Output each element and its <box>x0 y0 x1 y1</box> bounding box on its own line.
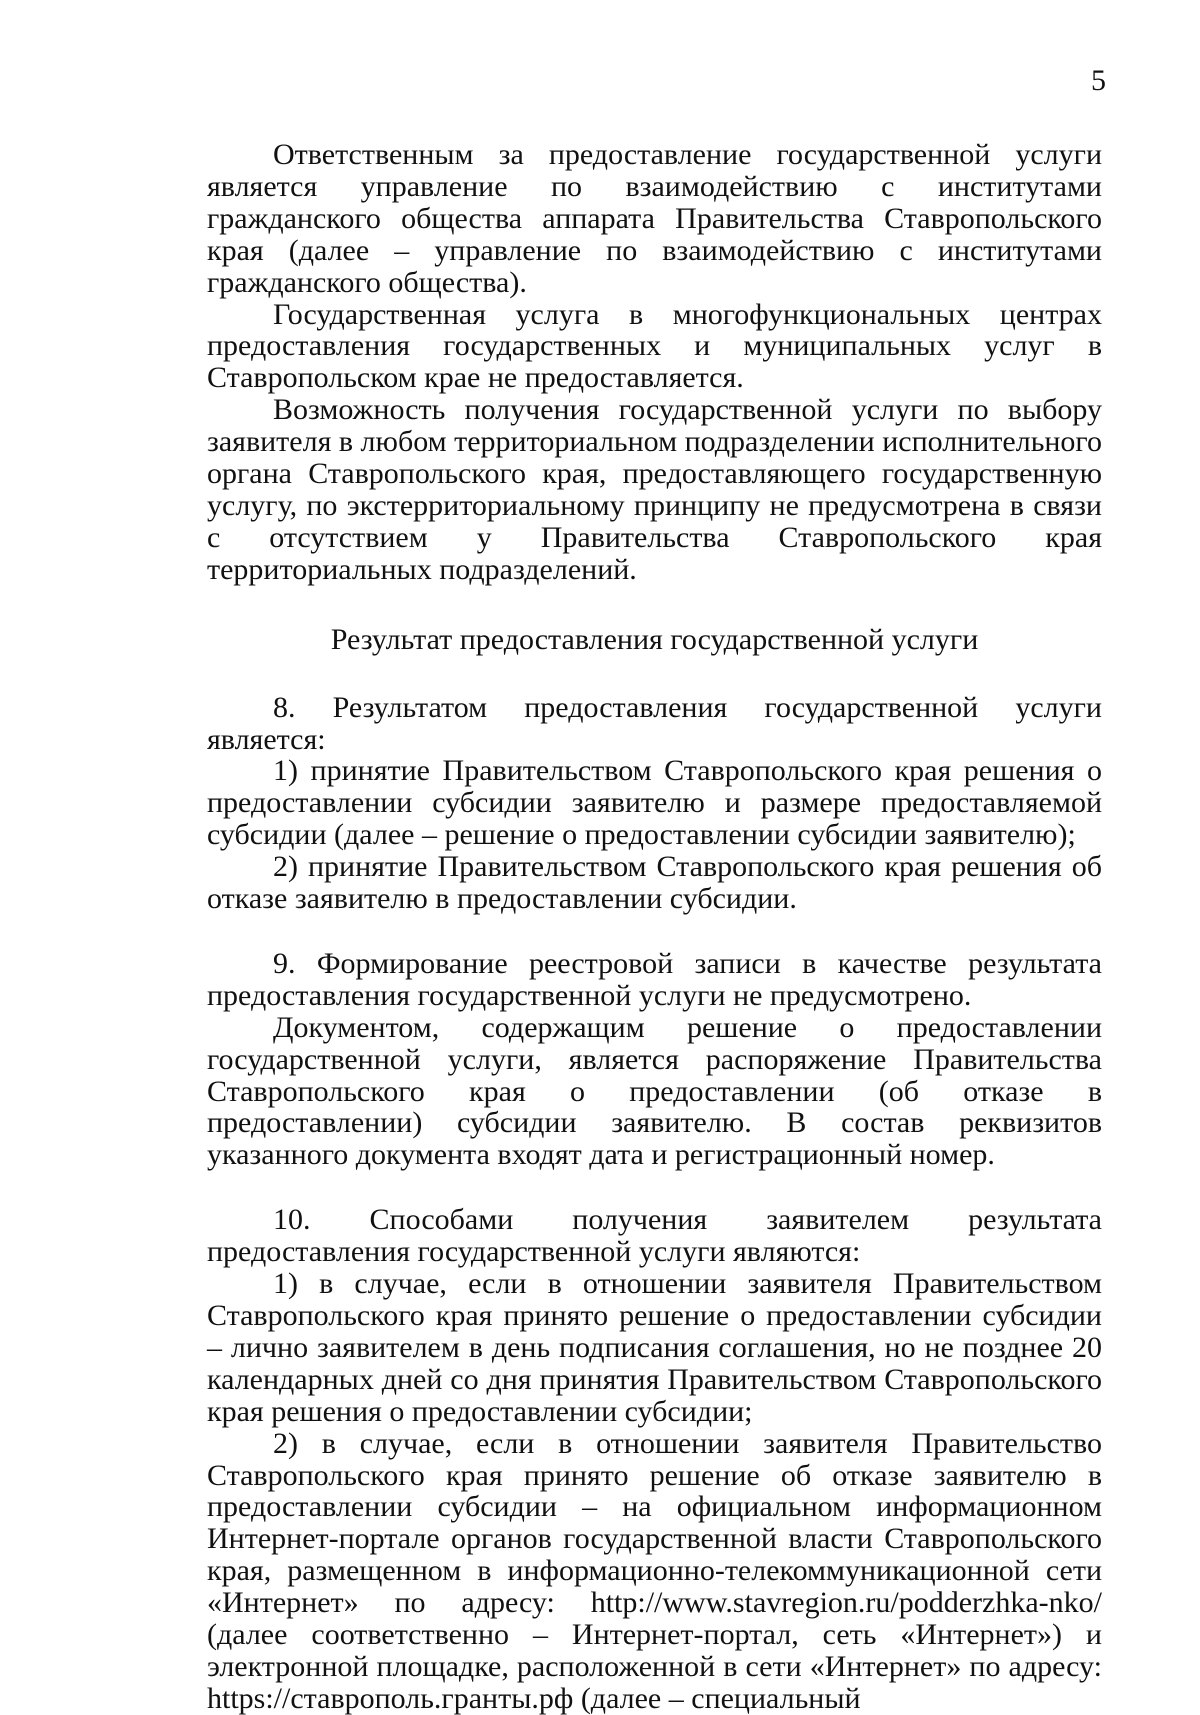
paragraph-item-9: 9. Формирование реестровой записи в качестве результата предоставления государственной услуги не предусмотрено. <box>207 946 1102 1012</box>
paragraph-mfc-not-provided: Государственная услуга в многофункциональных центрах предоставления государственных и муниципальных услуг в Ставропольском крае не предоставляется. <box>207 297 1102 395</box>
paragraph-responsible-authority: Ответственным за предоставление государственной услуги является управление по взаимодействию с институтами гражданского общества аппарата Правительства Ставропольского края (далее – управление по взаимодействию с институтами гражданского общества). <box>207 138 1102 299</box>
paragraph-item-8: 8. Результатом предоставления государственной услуги является: <box>207 690 1102 756</box>
paragraph-extraterritorial: Возможность получения государственной услуги по выбору заявителя в любом территориальном подразделении исполнительного органа Ставропольского края, предоставляющего государственную услугу, по экстерриториальному принципу не предусмотрена в связи с отсутствием у Правительства Ставропольского края территориальных подразделений. <box>207 393 1102 586</box>
paragraph-item-10-2: 2) в случае, если в отношении заявителя Правительство Ставропольского края принято решение об отказе заявителю в предоставлении субсидии – на официальном информационном Интернет-портале органов государственной власти Ставропольского края, размещенном в информационно-телекоммуникационной сети «Интернет» по адресу: http://www.stavregion.ru/podderzhka-nko/ (далее соответственно – Интернет-портал, сеть «Интернет») и электронной площадке, расположенной в сети «Интернет» по адресу: https://ставрополь.гранты.рф (далее – специальный <box>207 1426 1102 1715</box>
paragraph-item-9-document: Документом, содержащим решение о предоставлении государственной услуги, является распоряжение Правительства Ставропольского края о предоставлении (об отказе в предоставлении) субсидии заявителю. В состав реквизитов указанного документа входят дата и регистрационный номер. <box>207 1010 1102 1172</box>
paragraph-item-8-1: 1) принятие Правительством Ставропольского края решения о предоставлении субсидии заявителю и размере предоставляемой субсидии (далее – решение о предоставлении субсидии заявителю); <box>207 754 1102 852</box>
section-heading-result: Результат предоставления государственной услуги <box>330 622 979 656</box>
page-number: 5 <box>1091 64 1106 97</box>
paragraph-item-10-1: 1) в случае, если в отношении заявителя Правительством Ставропольского края принято решение о предоставлении субсидии – лично заявителем в день подписания соглашения, но не позднее 20 календарных дней со дня принятия Правительством Ставропольского края решения о предоставлении субсидии; <box>207 1267 1102 1428</box>
paragraph-item-8-2: 2) принятие Правительством Ставропольского края решения об отказе заявителю в предоставлении субсидии. <box>207 850 1102 916</box>
paragraph-item-10: 10. Способами получения заявителем результата предоставления государственной услуги являются: <box>207 1203 1102 1269</box>
